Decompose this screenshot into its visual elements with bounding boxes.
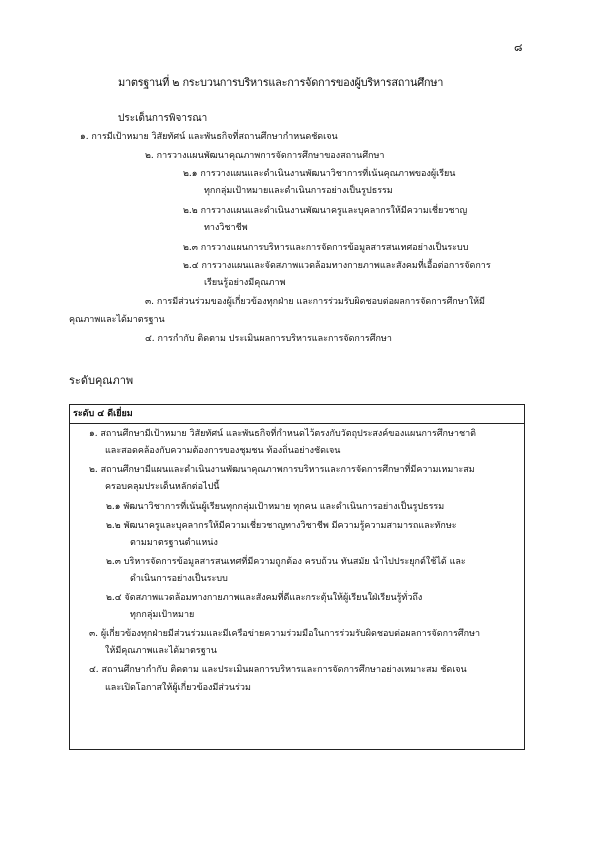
criterion-2-4-cont: ทุกกลุ่มเป้าหมาย: [130, 610, 195, 620]
consideration-item-4: ๔. การกำกับ ติดตาม ประเมินผลการบริหารและการจัดการศึกษา: [145, 334, 392, 344]
quality-level-header: ระดับ ๔ ดีเยี่ยม: [73, 409, 133, 419]
criterion-4-cont: และเปิดโอกาสให้ผู้เกี่ยวข้องมีส่วนร่วม: [105, 683, 251, 693]
consideration-item-1: ๑. การมีเป้าหมาย วิสัยทัศน์ และพันธกิจที่สถานศึกษากำหนดชัดเจน: [80, 132, 338, 142]
consideration-sub-2-1-cont: ทุกกลุ่มเป้าหมายและดำเนินการอย่างเป็นรูปธรรม: [204, 186, 393, 196]
criterion-2-2-cont: ตามมาตรฐานตำแหน่ง: [130, 538, 218, 548]
considerations-heading: ประเด็นการพิจารณา: [118, 113, 208, 124]
criterion-1-cont: และสอดคล้องกับความต้องการของชุมชน ท้องถิ่นอย่างชัดเจน: [105, 446, 341, 456]
page-number: ๘: [514, 41, 523, 54]
consideration-item-3-cont: คุณภาพและได้มาตรฐาน: [69, 315, 165, 325]
criterion-3: ๓. ผู้เกี่ยวข้องทุกฝ่ายมีส่วนร่วมและมีเครือข่ายความร่วมมือในการร่วมรับผิดชอบต่อผลการจัดการศึกษา: [89, 629, 481, 639]
consideration-sub-2-1: ๒.๑ การวางแผนและดำเนินงานพัฒนาวิชาการที่เน้นคุณภาพของผู้เรียน: [183, 169, 456, 179]
criterion-3-cont: ให้มีคุณภาพและได้มาตรฐาน: [105, 646, 217, 656]
criterion-2-3: ๒.๓ บริหารจัดการข้อมูลสารสนเทศที่มีความถูกต้อง ครบถ้วน ทันสมัย นำไปประยุกต์ใช้ได้ และ: [106, 557, 466, 567]
criterion-2: ๒. สถานศึกษามีแผนและดำเนินงานพัฒนาคุณภาพการบริหารและการจัดการศึกษาที่มีความเหมาะสม: [89, 465, 475, 475]
criterion-1: ๑. สถานศึกษามีเป้าหมาย วิสัยทัศน์ และพันธกิจที่กำหนดไว้ตรงกับวัตถุประสงค์ของแผนการศึกษาชาติ: [89, 429, 476, 439]
criterion-2-4: ๒.๔ จัดสภาพแวดล้อมทางกายภาพและสังคมที่ดีและกระตุ้นให้ผู้เรียนใฝ่เรียนรู้ทั่วถึง: [106, 593, 423, 603]
consideration-sub-2-2: ๒.๒ การวางแผนและดำเนินงานพัฒนาครูและบุคลากรให้มีความเชี่ยวชาญ: [183, 206, 468, 216]
quality-heading: ระดับคุณภาพ: [69, 374, 134, 387]
criterion-4: ๔. สถานศึกษากำกับ ติดตาม และประเมินผลการบริหารและการจัดการศึกษาอย่างเหมาะสม ชัดเจน: [89, 665, 467, 675]
criterion-2-2: ๒.๒ พัฒนาครูและบุคลากรให้มีความเชี่ยวชาญทางวิชาชีพ มีความรู้ความสามารถและทักษะ: [106, 521, 457, 531]
criterion-2-1: ๒.๑ พัฒนาวิชาการที่เน้นผู้เรียนทุกกลุ่มเป้าหมาย ทุกคน และดำเนินการอย่างเป็นรูปธรรม: [106, 502, 445, 512]
consideration-sub-2-2-cont: ทางวิชาชีพ: [204, 223, 248, 233]
consideration-item-3: ๓. การมีส่วนร่วมของผู้เกี่ยวข้องทุกฝ่าย และการร่วมรับผิดชอบต่อผลการจัดการศึกษาให้มี: [145, 297, 485, 307]
page-title: มาตรฐานที่ ๒ กระบวนการบริหารและการจัดการของผู้บริหารสถานศึกษา: [118, 76, 444, 89]
criterion-2-cont: ครอบคลุมประเด็นหลักต่อไปนี้: [105, 482, 220, 492]
criterion-2-3-cont: ดำเนินการอย่างเป็นระบบ: [130, 574, 228, 584]
consideration-sub-2-3: ๒.๓ การวางแผนการบริหารและการจัดการข้อมูลสารสนเทศอย่างเป็นระบบ: [183, 243, 469, 253]
consideration-sub-2-4: ๒.๔ การวางแผนและจัดสภาพแวดล้อมทางกายภาพและสังคมที่เอื้อต่อการจัดการ: [183, 261, 491, 271]
consideration-item-2: ๒. การวางแผนพัฒนาคุณภาพการจัดการศึกษาของสถานศึกษา: [145, 151, 385, 161]
consideration-sub-2-4-cont: เรียนรู้อย่างมีคุณภาพ: [204, 278, 286, 288]
quality-level-header-row: [70, 405, 524, 424]
